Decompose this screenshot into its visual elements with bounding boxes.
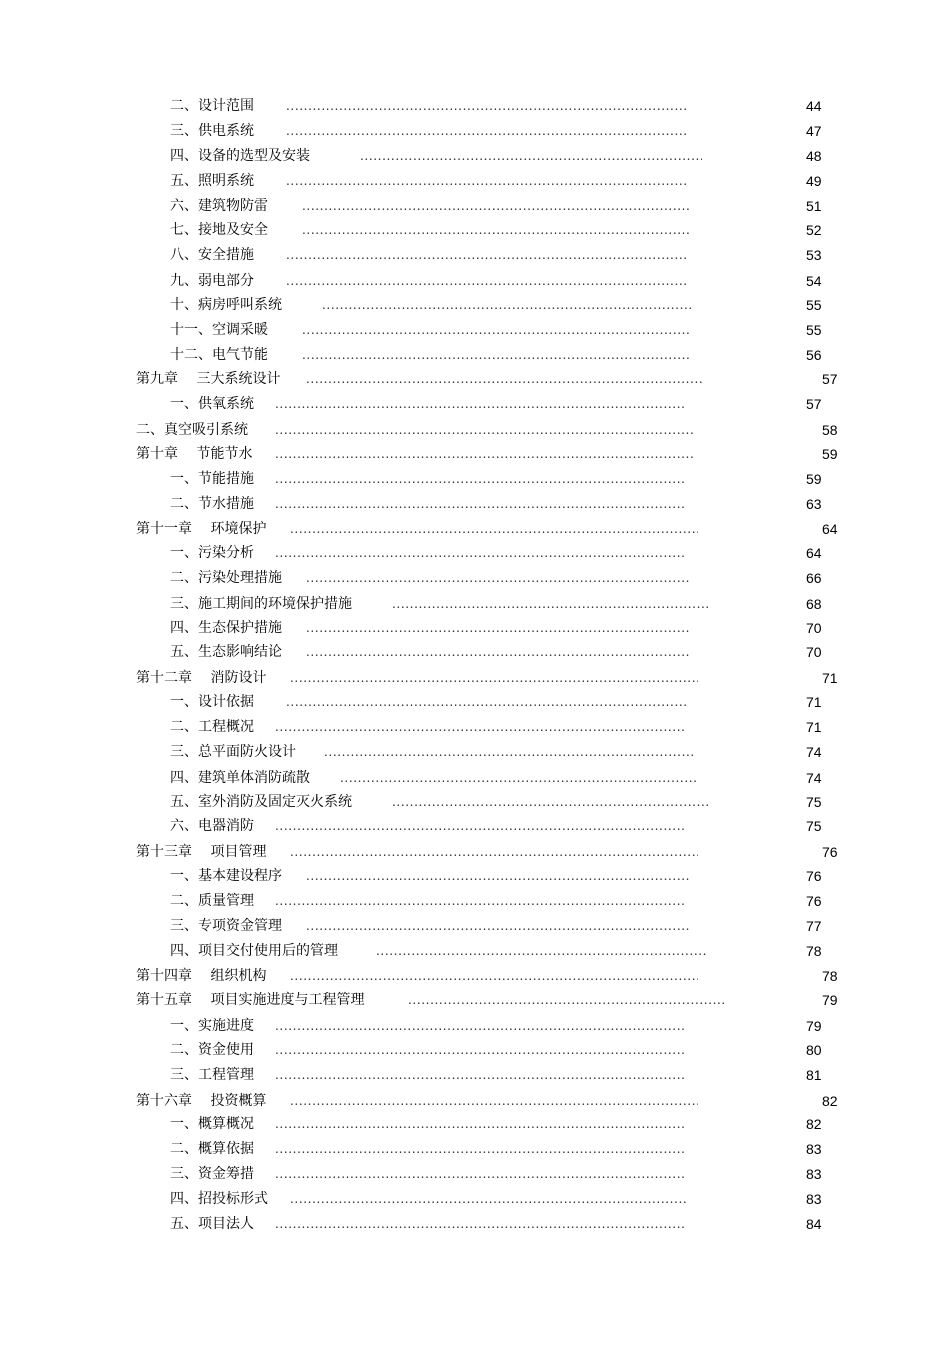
toc-dot-leader xyxy=(290,1189,686,1209)
toc-entry[interactable] xyxy=(0,96,950,116)
toc-page-number: 59 xyxy=(806,471,822,487)
toc-dot-leader xyxy=(306,866,690,886)
toc-dot-leader xyxy=(290,519,698,539)
toc-section-title: 八、安全措施 xyxy=(170,247,254,263)
toc-chapter-title: 第十四章 组织机构 xyxy=(136,968,267,984)
toc-chapter-title: 第十一章 环境保护 xyxy=(136,521,267,537)
toc-page-number: 59 xyxy=(822,446,838,462)
toc-dot-leader xyxy=(290,966,698,986)
toc-entry[interactable] xyxy=(0,444,950,464)
toc-page-number: 55 xyxy=(806,297,822,313)
toc-entry[interactable] xyxy=(0,768,950,788)
toc-chapter-title: 第十六章 投资概算 xyxy=(136,1093,267,1109)
toc-section-title: 二、工程概况 xyxy=(170,719,254,735)
toc-page-number: 44 xyxy=(806,98,822,114)
toc-page-number: 56 xyxy=(806,347,822,363)
toc-section-title: 四、招投标形式 xyxy=(170,1191,268,1207)
toc-entry[interactable] xyxy=(0,271,950,291)
toc-entry[interactable] xyxy=(0,742,950,762)
toc-entry[interactable] xyxy=(0,494,950,514)
toc-entry[interactable] xyxy=(0,990,950,1010)
toc-entry[interactable] xyxy=(0,1164,950,1184)
toc-entry[interactable] xyxy=(0,1114,950,1134)
toc-page-number: 66 xyxy=(806,570,822,586)
toc-page-number: 82 xyxy=(806,1116,822,1132)
toc-entry[interactable] xyxy=(0,320,950,340)
toc-dot-leader xyxy=(275,816,684,836)
toc-dot-leader xyxy=(286,245,686,265)
toc-dot-leader xyxy=(275,891,684,911)
toc-page-number: 74 xyxy=(806,770,822,786)
toc-dot-leader xyxy=(275,420,695,440)
toc-page-number: 80 xyxy=(806,1042,822,1058)
toc-dot-leader xyxy=(275,1164,684,1184)
toc-section-title: 十一、空调采暖 xyxy=(170,322,268,338)
toc-dot-leader xyxy=(324,742,695,762)
toc-page-number: 57 xyxy=(806,396,822,412)
toc-dot-leader xyxy=(302,196,690,216)
toc-section-title: 六、建筑物防雷 xyxy=(170,198,268,214)
toc-page-number: 49 xyxy=(806,173,822,189)
toc-section-title: 十二、电气节能 xyxy=(170,347,268,363)
toc-section-title: 九、弱电部分 xyxy=(170,273,254,289)
toc-section-title: 三、专项资金管理 xyxy=(170,918,282,934)
toc-entry[interactable] xyxy=(0,1016,950,1036)
toc-dot-leader xyxy=(275,1065,684,1085)
toc-page-number: 64 xyxy=(806,545,822,561)
toc-entry[interactable] xyxy=(0,245,950,265)
toc-chapter-title: 第十五章 项目实施进度与工程管理 xyxy=(136,992,365,1008)
toc-section-title: 六、电器消防 xyxy=(170,818,254,834)
toc-dot-leader xyxy=(275,1114,684,1134)
toc-page-number: 83 xyxy=(806,1191,822,1207)
toc-section-title: 五、室外消防及固定灭火系统 xyxy=(170,794,352,810)
toc-dot-leader xyxy=(286,121,686,141)
toc-entry[interactable] xyxy=(0,1139,950,1159)
toc-section-title: 二、节水措施 xyxy=(170,496,254,512)
toc-page-number: 52 xyxy=(806,222,822,238)
toc-chapter-title: 第十三章 项目管理 xyxy=(136,844,267,860)
toc-entry[interactable] xyxy=(0,568,950,588)
toc-dot-leader xyxy=(392,594,710,614)
toc-entry[interactable] xyxy=(0,916,950,936)
toc-dot-leader xyxy=(275,717,684,737)
toc-section-title: 四、生态保护措施 xyxy=(170,620,282,636)
toc-page-number: 79 xyxy=(806,1018,822,1034)
toc-section-title: 二、设计范围 xyxy=(170,98,254,114)
toc-entry[interactable] xyxy=(0,220,950,240)
toc-page-number: 51 xyxy=(806,198,822,214)
toc-section-title: 十、病房呼叫系统 xyxy=(170,297,282,313)
toc-section-title: 二、概算依据 xyxy=(170,1141,254,1157)
toc-dot-leader xyxy=(376,941,706,961)
toc-page-number: 76 xyxy=(806,893,822,909)
toc-section-title: 五、生态影响结论 xyxy=(170,644,282,660)
toc-dot-leader xyxy=(408,990,726,1010)
toc-page-number: 83 xyxy=(806,1141,822,1157)
toc-page-number: 53 xyxy=(806,247,822,263)
toc-dot-leader xyxy=(290,668,698,688)
toc-dot-leader xyxy=(275,1214,684,1234)
toc-dot-leader xyxy=(306,369,702,389)
toc-entry[interactable] xyxy=(0,369,950,389)
toc-entry[interactable] xyxy=(0,618,950,638)
toc-section-title: 一、节能措施 xyxy=(170,471,254,487)
toc-section-title: 一、污染分析 xyxy=(170,545,254,561)
toc-entry[interactable] xyxy=(0,594,950,614)
toc-dot-leader xyxy=(275,394,684,414)
toc-entry[interactable] xyxy=(0,519,950,539)
toc-chapter-title: 第十二章 消防设计 xyxy=(136,670,267,686)
toc-entry[interactable] xyxy=(0,121,950,141)
toc-entry[interactable] xyxy=(0,891,950,911)
toc-dot-leader xyxy=(322,295,694,315)
toc-section-title: 三、工程管理 xyxy=(170,1067,254,1083)
toc-entry[interactable] xyxy=(0,1214,950,1234)
toc-entry[interactable] xyxy=(0,1189,950,1209)
toc-section-title: 三、供电系统 xyxy=(170,123,254,139)
toc-entry[interactable] xyxy=(0,1065,950,1085)
toc-entry[interactable] xyxy=(0,642,950,662)
toc-entry[interactable] xyxy=(0,146,950,166)
toc-dot-leader xyxy=(302,220,690,240)
toc-section-title: 二、质量管理 xyxy=(170,893,254,909)
toc-page-number: 64 xyxy=(822,521,838,537)
toc-section-title: 五、项目法人 xyxy=(170,1216,254,1232)
toc-dot-leader xyxy=(392,792,710,812)
toc-section-title: 一、设计依据 xyxy=(170,694,254,710)
toc-dot-leader xyxy=(302,320,690,340)
toc-section-title: 二、资金使用 xyxy=(170,1042,254,1058)
toc-dot-leader xyxy=(286,171,686,191)
toc-entry[interactable] xyxy=(0,394,950,414)
toc-page-number: 54 xyxy=(806,273,822,289)
toc-section-title: 四、建筑单体消防疏散 xyxy=(170,770,310,786)
toc-entry[interactable] xyxy=(0,543,950,563)
toc-page-number: 78 xyxy=(822,968,838,984)
toc-dot-leader xyxy=(286,271,686,291)
toc-page-number: 71 xyxy=(806,719,822,735)
toc-page-number: 76 xyxy=(822,844,838,860)
toc-entry[interactable] xyxy=(0,816,950,836)
toc-dot-leader xyxy=(275,1040,684,1060)
toc-section-title: 三、总平面防火设计 xyxy=(170,744,296,760)
toc-page-number: 58 xyxy=(822,422,838,438)
toc-section-title: 四、设备的选型及安装 xyxy=(170,148,310,164)
toc-page-number: 57 xyxy=(822,371,838,387)
toc-page-number: 74 xyxy=(806,744,822,760)
toc-dot-leader xyxy=(286,692,686,712)
toc-entry[interactable] xyxy=(0,196,950,216)
toc-entry[interactable] xyxy=(0,420,950,440)
toc-section-title: 四、项目交付使用后的管理 xyxy=(170,943,338,959)
toc-entry[interactable] xyxy=(0,295,950,315)
toc-section-title: 三、施工期间的环境保护措施 xyxy=(170,596,352,612)
toc-entry[interactable] xyxy=(0,842,950,862)
toc-dot-leader xyxy=(340,768,698,788)
toc-dot-leader xyxy=(306,618,690,638)
toc-entry[interactable] xyxy=(0,1091,950,1111)
toc-dot-leader xyxy=(306,568,690,588)
toc-section-title: 一、实施进度 xyxy=(170,1018,254,1034)
toc-page-number: 82 xyxy=(822,1093,838,1109)
toc-dot-leader xyxy=(275,494,684,514)
toc-page-number: 55 xyxy=(806,322,822,338)
toc-dot-leader xyxy=(275,444,695,464)
toc-page-number: 83 xyxy=(806,1166,822,1182)
toc-dot-leader xyxy=(275,469,684,489)
toc-page-number: 77 xyxy=(806,918,822,934)
toc-entry[interactable] xyxy=(0,345,950,365)
toc-dot-leader xyxy=(286,96,686,116)
toc-section-title: 二、污染处理措施 xyxy=(170,570,282,586)
toc-entry[interactable] xyxy=(0,692,950,712)
toc-entry[interactable] xyxy=(0,469,950,489)
toc-section-title: 五、照明系统 xyxy=(170,173,254,189)
toc-section-title: 一、基本建设程序 xyxy=(170,868,282,884)
toc-entry[interactable] xyxy=(0,966,950,986)
toc-page-number: 70 xyxy=(806,644,822,660)
toc-page-number: 71 xyxy=(822,670,838,686)
toc-page-number: 78 xyxy=(806,943,822,959)
toc-entry[interactable] xyxy=(0,1040,950,1060)
toc-dot-leader xyxy=(306,916,690,936)
toc-page-number: 63 xyxy=(806,496,822,512)
toc-dot-leader xyxy=(275,1016,684,1036)
toc-entry[interactable] xyxy=(0,668,950,688)
toc-section-title: 一、概算概况 xyxy=(170,1116,254,1132)
toc-dot-leader xyxy=(290,842,698,862)
toc-section-title: 一、供氧系统 xyxy=(170,396,254,412)
toc-page-number: 70 xyxy=(806,620,822,636)
toc-section-title: 三、资金筹措 xyxy=(170,1166,254,1182)
toc-entry[interactable] xyxy=(0,941,950,961)
toc-page-number: 47 xyxy=(806,123,822,139)
toc-dot-leader xyxy=(275,543,684,563)
toc-page-number: 71 xyxy=(806,694,822,710)
toc-dot-leader xyxy=(306,642,690,662)
toc-page-number: 48 xyxy=(806,148,822,164)
toc-entry[interactable] xyxy=(0,866,950,886)
toc-entry[interactable] xyxy=(0,171,950,191)
toc-dot-leader xyxy=(275,1139,684,1159)
toc-page-number: 75 xyxy=(806,794,822,810)
toc-page-number: 75 xyxy=(806,818,822,834)
toc-page-number: 68 xyxy=(806,596,822,612)
toc-section-title: 二、真空吸引系统 xyxy=(136,422,248,438)
toc-entry[interactable] xyxy=(0,717,950,737)
toc-section-title: 七、接地及安全 xyxy=(170,222,268,238)
toc-chapter-title: 第九章 三大系统设计 xyxy=(136,371,281,387)
toc-page-number: 84 xyxy=(806,1216,822,1232)
toc-page-number: 81 xyxy=(806,1067,822,1083)
toc-page-number: 76 xyxy=(806,868,822,884)
toc-entry[interactable] xyxy=(0,792,950,812)
toc-chapter-title: 第十章 节能节水 xyxy=(136,446,253,462)
toc-dot-leader xyxy=(290,1091,698,1111)
toc-dot-leader xyxy=(360,146,702,166)
toc-page-number: 79 xyxy=(822,992,838,1008)
toc-dot-leader xyxy=(302,345,690,365)
